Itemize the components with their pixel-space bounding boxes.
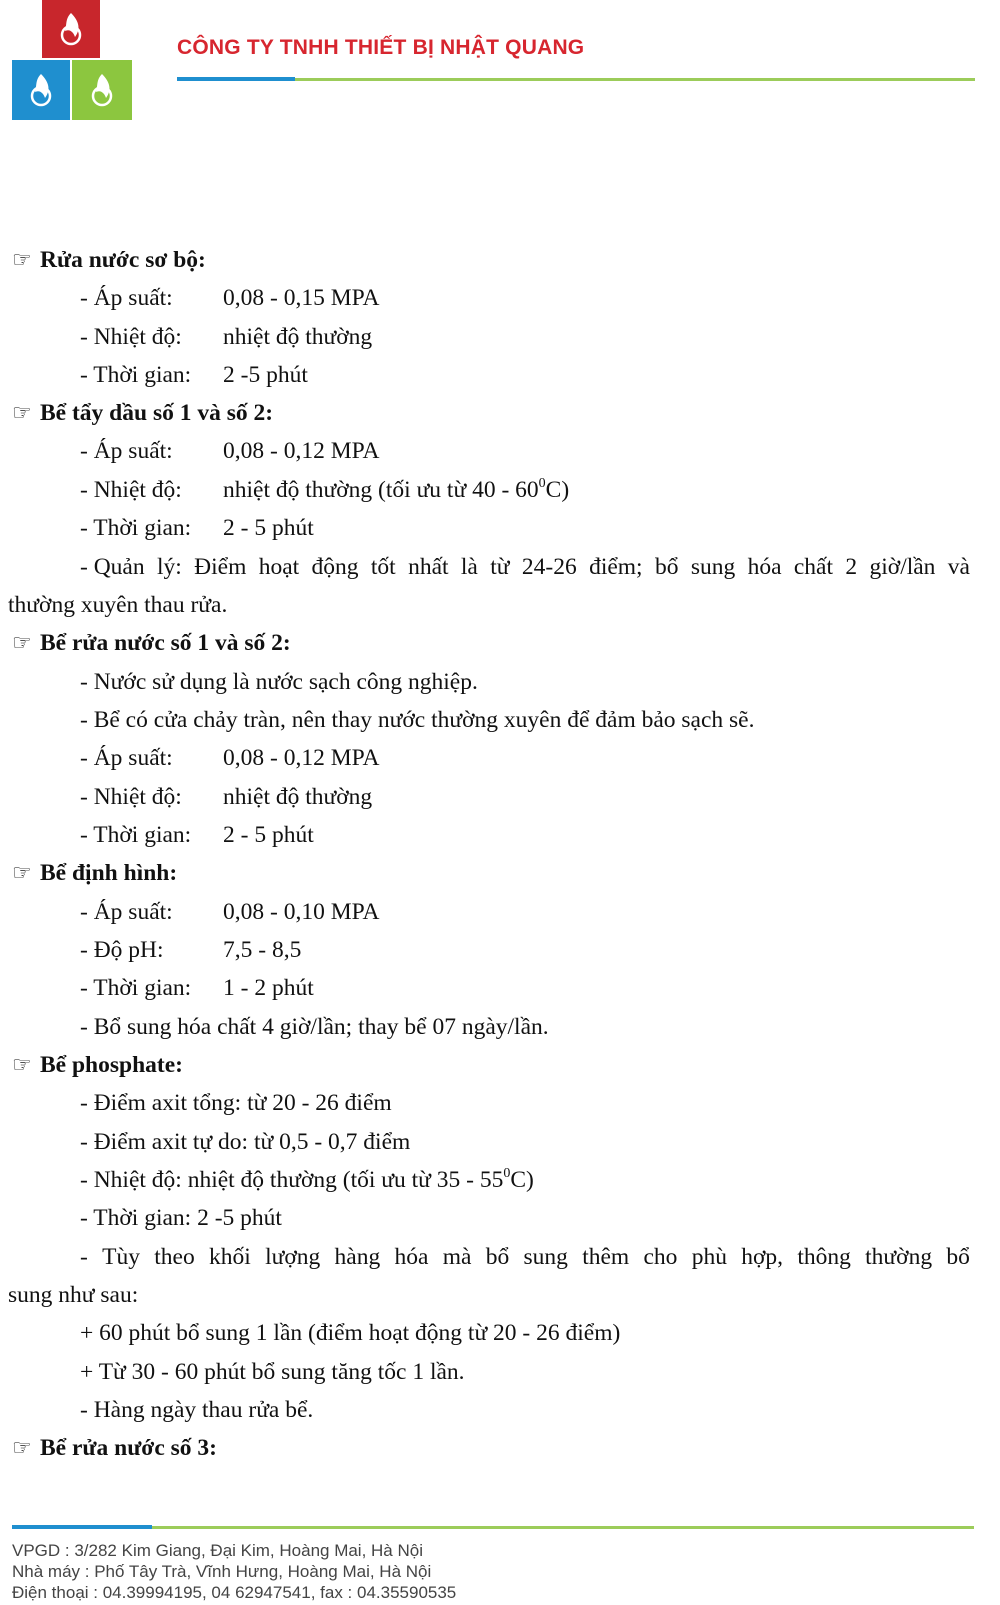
spec-line: - Thời gian: 2 - 5 phút <box>80 822 314 848</box>
section-heading: ☞ Rửa nước sơ bộ: <box>12 247 206 273</box>
section-heading: ☞ Bể định hình: <box>12 860 178 886</box>
text-line: - Nhiệt độ: nhiệt độ thường (tối ưu từ $35 - 55^0C$) <box>80 1166 534 1193</box>
section-heading: ☞ Bể rửa nước số 1 và số 2: <box>12 630 291 656</box>
text-line: + Từ 30 - 60 phút bổ sung tăng tốc 1 lần. <box>80 1359 465 1385</box>
pointing-hand-icon: ☞ <box>12 1052 32 1077</box>
spec-line: - Nhiệt độ: nhiệt độ thường <box>80 784 373 810</box>
footer-divider-green <box>152 1526 974 1529</box>
spec-line: - Nhiệt độ: nhiệt độ thường (tối ưu từ $40 - 60^0C$) <box>80 476 570 503</box>
text-line: - Điểm axit tự do: từ 0,5 - 0,7 điểm <box>80 1129 411 1155</box>
text-line: - Nước sử dụng là nước sạch công nghiệp. <box>80 669 478 695</box>
justified-paragraph-line: - Tùy theo khối lượng hàng hóa mà bổ sung thêm cho phù hợp, thông thường bổ <box>80 1244 970 1270</box>
paragraph-continuation: thường xuyên thau rửa. <box>8 592 228 618</box>
company-logo <box>12 0 134 122</box>
paragraph-continuation: sung như sau: <box>8 1282 139 1308</box>
footer-factory-address: Nhà máy : Phố Tây Trà, Vĩnh Hưng, Hoàng Mai, Hà Nội <box>12 1562 432 1581</box>
text-line: - Bổ sung hóa chất 4 giờ/lần; thay bể 07 ngày/lần. <box>80 1014 549 1040</box>
spec-line: - Áp suất: 0,08 - 0,12 MPA <box>80 745 380 771</box>
footer-phone: Điện thoại : 04.39994195, 04 62947541, fax : 04.35590535 <box>12 1583 457 1602</box>
pointing-hand-icon: ☞ <box>12 400 32 425</box>
text-line: + 60 phút bổ sung 1 lần (điểm hoạt động từ 20 - 26 điểm) <box>80 1320 621 1346</box>
spec-line: - Áp suất: 0,08 - 0,12 MPA <box>80 438 380 464</box>
text-line: - Thời gian: 2 -5 phút <box>80 1205 282 1231</box>
header-divider-blue <box>177 77 295 81</box>
pointing-hand-icon: ☞ <box>12 1435 32 1460</box>
section-heading: ☞ Bể phosphate: <box>12 1052 183 1078</box>
spec-line: - Áp suất: 0,08 - 0,10 MPA <box>80 899 380 925</box>
text-line: - Hàng ngày thau rửa bể. <box>80 1397 314 1423</box>
spec-line: - Nhiệt độ: nhiệt độ thường <box>80 324 373 350</box>
footer-office-address: VPGD : 3/282 Kim Giang, Đại Kim, Hoàng Mai, Hà Nội <box>12 1541 423 1560</box>
pointing-hand-icon: ☞ <box>12 630 32 655</box>
spec-line: - Độ pH: 7,5 - 8,5 <box>80 937 302 963</box>
footer-divider-blue <box>12 1525 152 1529</box>
page-header <box>0 0 1000 130</box>
spec-line: - Thời gian: 2 -5 phút <box>80 362 308 388</box>
section-heading: ☞ Bể rửa nước số 3: <box>12 1435 217 1461</box>
company-name: CÔNG TY TNHH THIẾT BỊ NHẬT QUANG <box>177 36 585 59</box>
text-line: - Bể có cửa chảy tràn, nên thay nước thường xuyên để đảm bảo sạch sẽ. <box>80 707 755 733</box>
justified-paragraph-line: - Quản lý: Điểm hoạt động tốt nhất là từ 24-26 điểm; bổ sung hóa chất 2 giờ/lần và <box>80 554 970 580</box>
text-line: - Điểm axit tổng: từ 20 - 26 điểm <box>80 1090 392 1116</box>
logo-flame-blue-icon <box>12 60 70 120</box>
spec-line: - Thời gian: 2 - 5 phút <box>80 515 314 541</box>
logo-flame-red-icon <box>42 0 100 58</box>
header-divider-green <box>295 78 975 81</box>
spec-line: - Áp suất: 0,08 - 0,15 MPA <box>80 285 380 311</box>
pointing-hand-icon: ☞ <box>12 860 32 885</box>
spec-line: - Thời gian: 1 - 2 phút <box>80 975 314 1001</box>
section-heading: ☞ Bể tẩy dầu số 1 và số 2: <box>12 400 274 426</box>
logo-flame-green-icon <box>72 60 132 120</box>
pointing-hand-icon: ☞ <box>12 247 32 272</box>
